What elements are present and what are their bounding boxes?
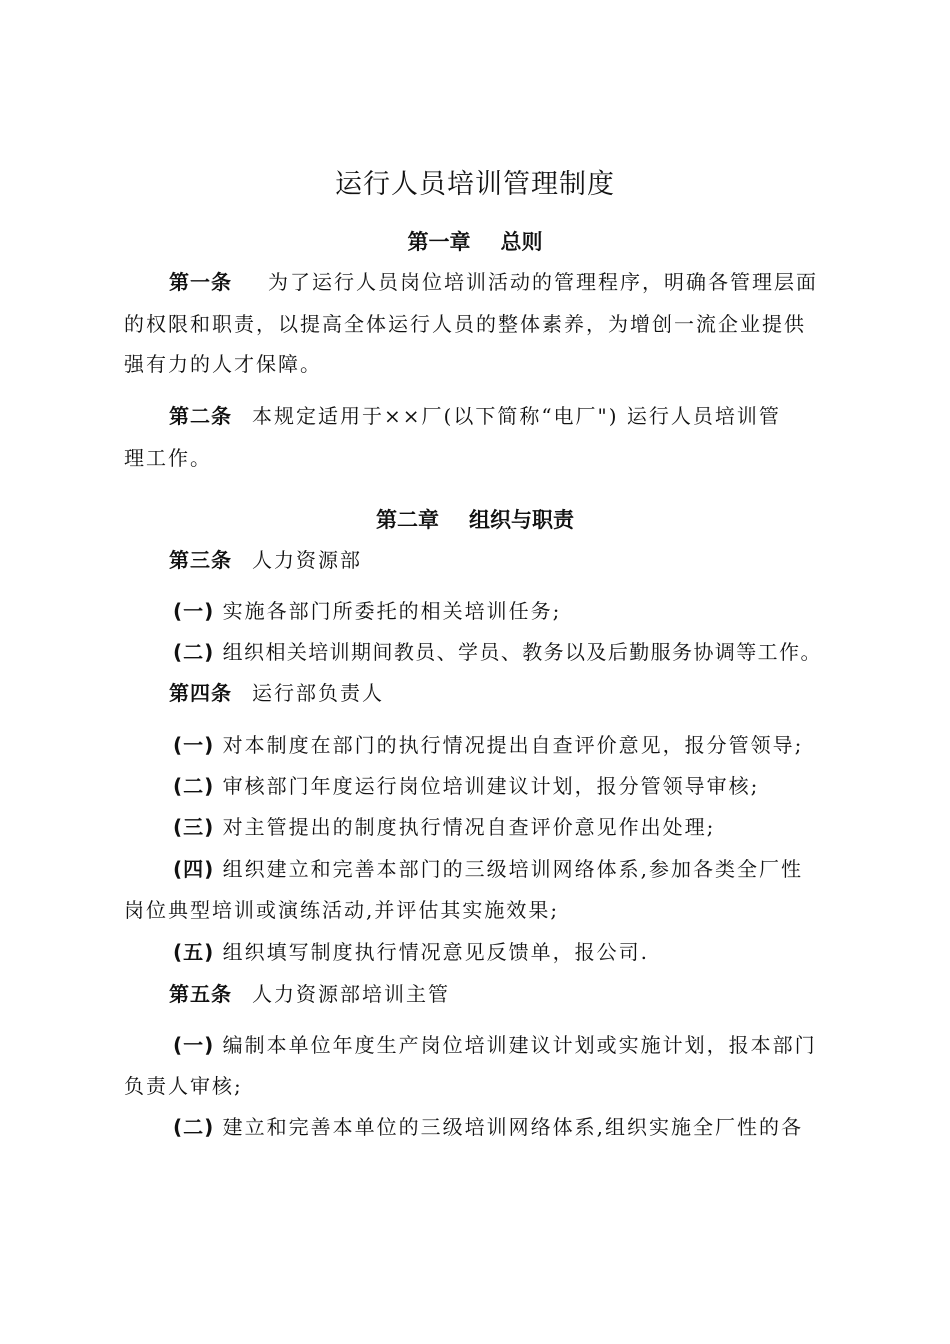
item-text: 编制本单位年度生产岗位培训建议计划或实施计划，报本部门 — [222, 1033, 817, 1057]
item-text: 建立和完善本单位的三级培训网络体系,组织实施全厂性的各 — [222, 1115, 803, 1139]
article-3-text: 人力资源部 — [252, 548, 362, 572]
article-5-item-2 — [173, 1112, 803, 1142]
article-5-item-1 — [173, 1030, 817, 1060]
document-title: 运行人员培训管理制度 — [335, 169, 615, 200]
item-number: (三) — [173, 815, 215, 839]
article-1-text-1: 为了运行人员岗位培训活动的管理程序，明确各管理层面 — [268, 270, 818, 294]
article-2-label: 第二条 — [169, 404, 232, 428]
article-3-item-2 — [173, 637, 822, 667]
article-4-heading — [169, 678, 384, 708]
item-text: 对主管提出的制度执行情况自查评价意见作出处理; — [222, 815, 716, 839]
item-number: (五) — [173, 940, 215, 964]
item-number: (一) — [173, 1033, 215, 1057]
item-number: (二) — [173, 1115, 215, 1139]
article-5-label: 第五条 — [169, 982, 232, 1006]
article-5-text: 人力资源部培训主管 — [252, 982, 450, 1006]
article-1-line-2: 的权限和职责，以提高全体运行人员的整体素养，为增创一流企业提供 — [124, 312, 806, 336]
article-3-item-1 — [173, 596, 561, 626]
article-4-text: 运行部负责人 — [252, 681, 384, 705]
article-4-item-3 — [173, 812, 715, 842]
article-2-line-2: 理工作。 — [124, 446, 212, 470]
item-number: (一) — [173, 599, 215, 623]
item-text: 组织建立和完善本部门的三级培训网络体系,参加各类全厂性 — [222, 857, 803, 881]
chapter-1-heading — [0, 226, 950, 256]
item-number: (二) — [173, 774, 215, 798]
chapter-2-heading — [0, 504, 950, 534]
article-5-heading — [169, 979, 450, 1009]
chapter-2-label: 第二章 — [376, 508, 439, 532]
item-text: 组织相关培训期间教员、学员、教务以及后勤服务协调等工作。 — [222, 640, 822, 664]
article-2-line-1 — [169, 401, 781, 431]
article-3-label: 第三条 — [169, 548, 232, 572]
item-text: 对本制度在部门的执行情况提出自查评价意见，报分管领导; — [222, 733, 804, 757]
item-text: 组织填写制度执行情况意见反馈单，报公司. — [222, 940, 649, 964]
article-1-line-3: 强有力的人才保障。 — [124, 352, 322, 376]
item-text: 审核部门年度运行岗位培训建议计划，报分管领导审核; — [222, 774, 760, 798]
article-2-text-1: 本规定适用于××厂(以下简称“电厂") 运行人员培训管 — [252, 404, 781, 428]
chapter-1-title: 总则 — [500, 230, 543, 254]
item-number: (二) — [173, 640, 215, 664]
article-4-item-4 — [173, 854, 803, 884]
article-1-label: 第一条 — [169, 270, 232, 294]
article-3-heading — [169, 545, 362, 575]
chapter-1-label: 第一章 — [407, 230, 471, 254]
article-1-line-1 — [169, 267, 818, 297]
item-number: (四) — [173, 857, 215, 881]
article-4-label: 第四条 — [169, 681, 232, 705]
article-4-item-4-continued: 岗位典型培训或演练活动,并评估其实施效果; — [124, 898, 560, 922]
item-text: 实施各部门所委托的相关培训任务; — [222, 599, 562, 623]
article-4-item-2 — [173, 771, 759, 801]
article-5-item-1-continued: 负责人审核; — [124, 1074, 243, 1098]
article-4-item-1 — [173, 730, 803, 760]
chapter-2-title: 组织与职责 — [469, 508, 574, 532]
article-4-item-5 — [173, 937, 649, 967]
item-number: (一) — [173, 733, 215, 757]
